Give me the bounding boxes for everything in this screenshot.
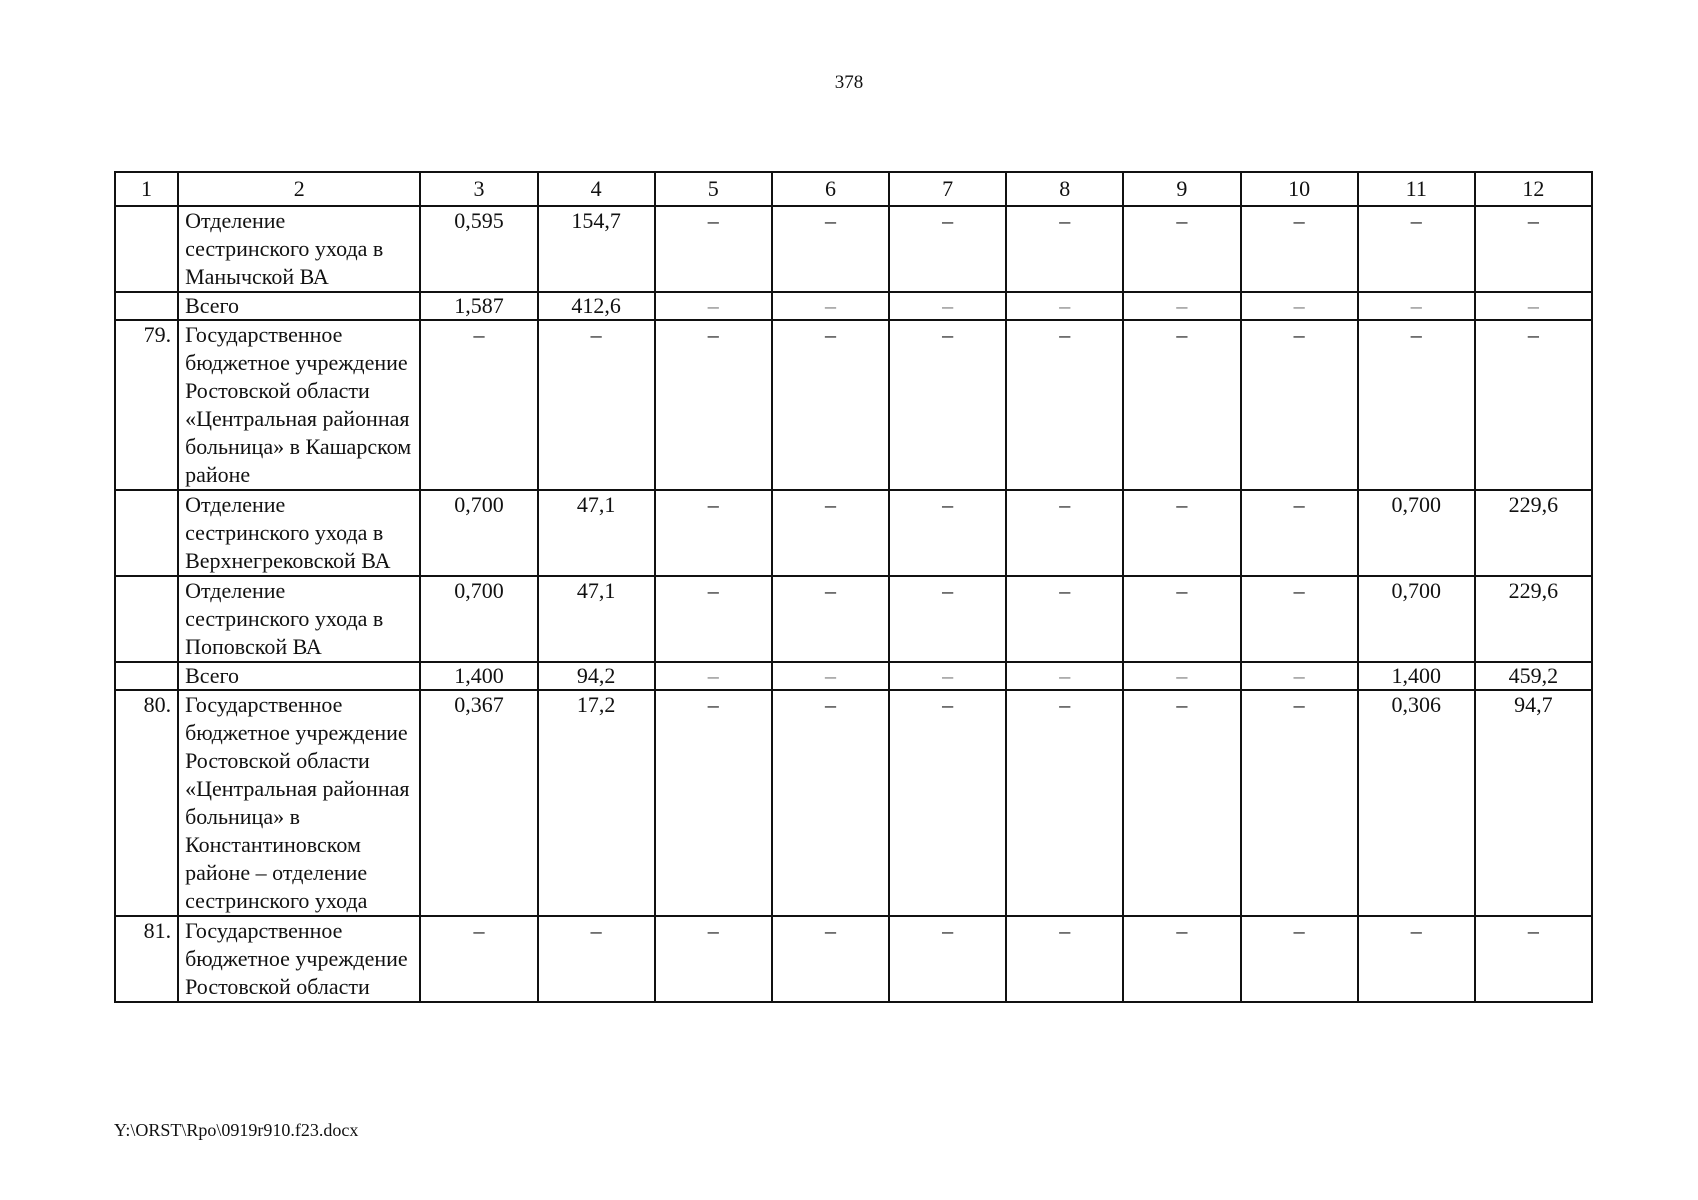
value-cell-col-3: 0,367	[420, 690, 537, 916]
header-cell: 1	[115, 172, 178, 206]
total-row	[115, 292, 1592, 320]
value-cell-col-10: –	[1241, 576, 1358, 662]
header-cell: 7	[889, 172, 1006, 206]
value-cell-col-11: 0,700	[1358, 490, 1475, 576]
total-row	[115, 662, 1592, 690]
header-cell: 3	[420, 172, 537, 206]
value-cell-col-10: –	[1241, 206, 1358, 292]
value-cell-col-7: –	[889, 490, 1006, 576]
value-cell-col-11: –	[1358, 916, 1475, 1002]
institution-name-cell: Всего	[178, 292, 420, 320]
value-cell-col-4: 94,2	[538, 662, 655, 690]
institution-name-cell: Отделение сестринского ухода в Поповской ВА	[178, 576, 420, 662]
value-cell-col-9: –	[1123, 320, 1240, 490]
value-cell-col-9: –	[1123, 292, 1240, 320]
value-cell-col-10: –	[1241, 490, 1358, 576]
value-cell-col-3: –	[420, 320, 537, 490]
row-number-cell	[115, 662, 178, 690]
value-cell-col-11: –	[1358, 292, 1475, 320]
value-cell-col-3: –	[420, 916, 537, 1002]
value-cell-col-6: –	[772, 490, 889, 576]
value-cell-col-7: –	[889, 320, 1006, 490]
value-cell-col-12: –	[1475, 206, 1592, 292]
value-cell-col-4: –	[538, 916, 655, 1002]
value-cell-col-3: 0,700	[420, 490, 537, 576]
value-cell-col-11: 0,700	[1358, 576, 1475, 662]
value-cell-col-5: –	[655, 490, 772, 576]
value-cell-col-6: –	[772, 916, 889, 1002]
row-number-cell: 80.	[115, 690, 178, 916]
page-number: 378	[834, 72, 864, 93]
value-cell-col-3: 1,587	[420, 292, 537, 320]
institution-name-cell: Отделение сестринского ухода в Верхнегрековской ВА	[178, 490, 420, 576]
value-cell-col-8: –	[1006, 916, 1123, 1002]
header-cell: 10	[1241, 172, 1358, 206]
header-cell: 9	[1123, 172, 1240, 206]
value-cell-col-10: –	[1241, 916, 1358, 1002]
value-cell-col-6: –	[772, 320, 889, 490]
value-cell-col-12: 459,2	[1475, 662, 1592, 690]
value-cell-col-10: –	[1241, 690, 1358, 916]
value-cell-col-10: –	[1241, 292, 1358, 320]
footer-file-path: Y:\ORST\Rpo\0919r910.f23.docx	[114, 1120, 359, 1140]
header-cell: 8	[1006, 172, 1123, 206]
value-cell-col-3: 1,400	[420, 662, 537, 690]
value-cell-col-9: –	[1123, 490, 1240, 576]
value-cell-col-4: 154,7	[538, 206, 655, 292]
value-cell-col-10: –	[1241, 320, 1358, 490]
value-cell-col-3: 0,595	[420, 206, 537, 292]
value-cell-col-5: –	[655, 206, 772, 292]
value-cell-col-7: –	[889, 690, 1006, 916]
table-row	[115, 320, 1592, 490]
value-cell-col-12: –	[1475, 292, 1592, 320]
value-cell-col-12: –	[1475, 916, 1592, 1002]
row-number-cell: 79.	[115, 320, 178, 490]
value-cell-col-7: –	[889, 292, 1006, 320]
value-cell-col-8: –	[1006, 292, 1123, 320]
value-cell-col-7: –	[889, 206, 1006, 292]
value-cell-col-12: 229,6	[1475, 490, 1592, 576]
value-cell-col-4: 47,1	[538, 576, 655, 662]
institution-name-cell: Всего	[178, 662, 420, 690]
value-cell-col-4: 412,6	[538, 292, 655, 320]
value-cell-col-4: 47,1	[538, 490, 655, 576]
row-number-cell	[115, 206, 178, 292]
value-cell-col-8: –	[1006, 490, 1123, 576]
header-cell: 2	[178, 172, 420, 206]
table-row	[115, 490, 1592, 576]
header-cell: 11	[1358, 172, 1475, 206]
row-number-cell	[115, 490, 178, 576]
value-cell-col-6: –	[772, 690, 889, 916]
header-row	[115, 172, 1592, 206]
header-cell: 6	[772, 172, 889, 206]
table-row	[115, 206, 1592, 292]
row-number-cell	[115, 292, 178, 320]
value-cell-col-12: 94,7	[1475, 690, 1592, 916]
value-cell-col-10: –	[1241, 662, 1358, 690]
value-cell-col-8: –	[1006, 690, 1123, 916]
institution-name-cell: Отделение сестринского ухода в Манычской ВА	[178, 206, 420, 292]
value-cell-col-11: 1,400	[1358, 662, 1475, 690]
value-cell-col-12: –	[1475, 320, 1592, 490]
value-cell-col-8: –	[1006, 662, 1123, 690]
value-cell-col-8: –	[1006, 206, 1123, 292]
header-cell: 12	[1475, 172, 1592, 206]
value-cell-col-3: 0,700	[420, 576, 537, 662]
value-cell-col-5: –	[655, 690, 772, 916]
institution-name-cell: Государственное бюджетное учреждение Ростовской области «Центральная районная больница» в Кашарском районе	[178, 320, 420, 490]
value-cell-col-6: –	[772, 662, 889, 690]
table-body	[115, 206, 1592, 1002]
value-cell-col-5: –	[655, 292, 772, 320]
value-cell-col-5: –	[655, 320, 772, 490]
value-cell-col-5: –	[655, 662, 772, 690]
value-cell-col-6: –	[772, 576, 889, 662]
institution-name-cell: Государственное бюджетное учреждение Ростовской области «Центральная районная больница» в Константиновском районе – отделение сестринского ухода	[178, 690, 420, 916]
value-cell-col-9: –	[1123, 916, 1240, 1002]
header-cell: 5	[655, 172, 772, 206]
data-table	[114, 171, 1593, 1003]
table-row	[115, 916, 1592, 1002]
value-cell-col-9: –	[1123, 662, 1240, 690]
value-cell-col-7: –	[889, 916, 1006, 1002]
value-cell-col-9: –	[1123, 576, 1240, 662]
value-cell-col-7: –	[889, 662, 1006, 690]
value-cell-col-9: –	[1123, 206, 1240, 292]
value-cell-col-6: –	[772, 206, 889, 292]
value-cell-col-4: –	[538, 320, 655, 490]
value-cell-col-11: –	[1358, 320, 1475, 490]
header-cell: 4	[538, 172, 655, 206]
value-cell-col-5: –	[655, 916, 772, 1002]
institution-name-cell: Государственное бюджетное учреждение Ростовской области	[178, 916, 420, 1002]
table-row	[115, 576, 1592, 662]
row-number-cell	[115, 576, 178, 662]
value-cell-col-7: –	[889, 576, 1006, 662]
value-cell-col-9: –	[1123, 690, 1240, 916]
value-cell-col-4: 17,2	[538, 690, 655, 916]
value-cell-col-11: –	[1358, 206, 1475, 292]
table-row	[115, 690, 1592, 916]
row-number-cell: 81.	[115, 916, 178, 1002]
value-cell-col-12: 229,6	[1475, 576, 1592, 662]
value-cell-col-5: –	[655, 576, 772, 662]
value-cell-col-11: 0,306	[1358, 690, 1475, 916]
value-cell-col-6: –	[772, 292, 889, 320]
value-cell-col-8: –	[1006, 576, 1123, 662]
value-cell-col-8: –	[1006, 320, 1123, 490]
